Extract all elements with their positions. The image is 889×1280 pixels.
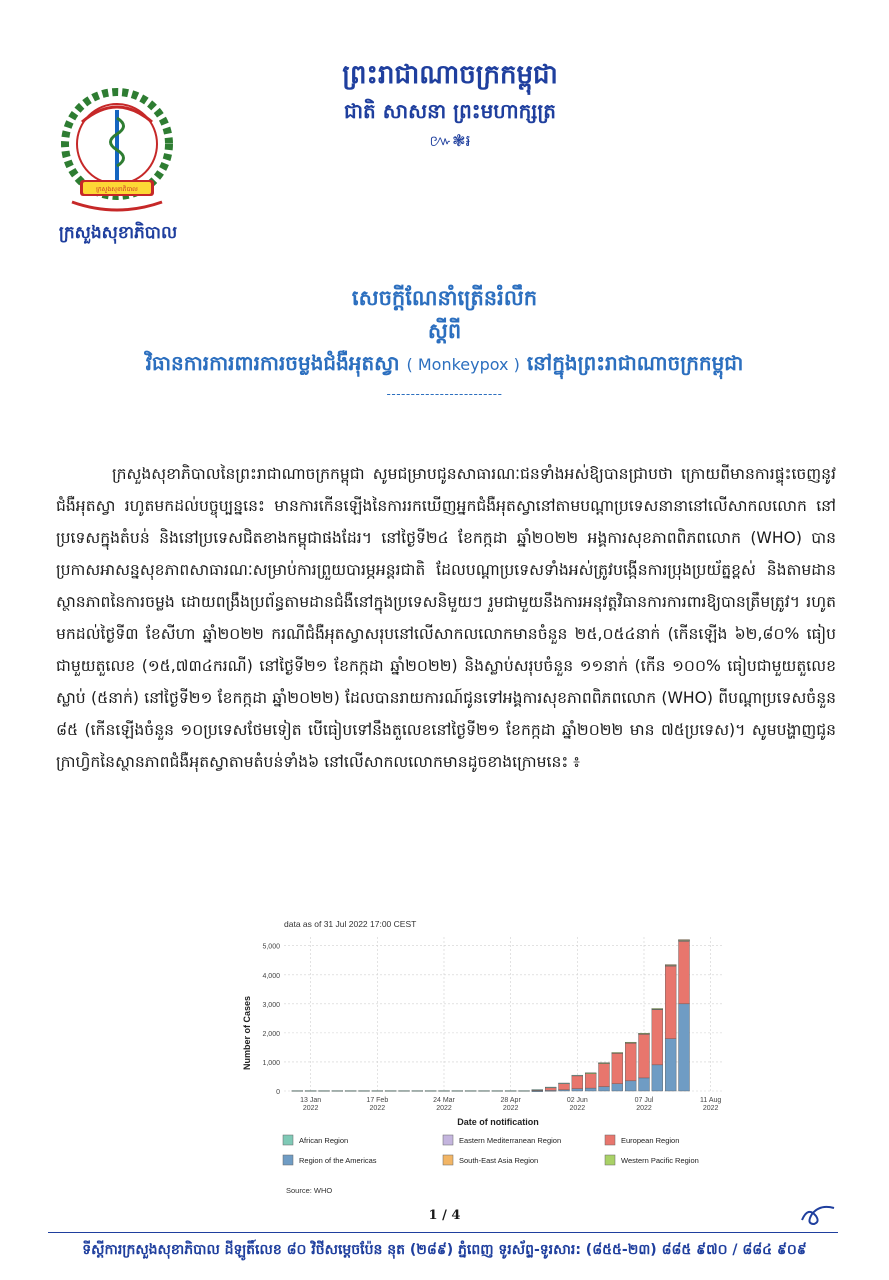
legend-label: Western Pacific Region [621,1156,699,1165]
bar-segment [292,1091,303,1092]
title-about: ស្តីពី [427,319,462,343]
legend-swatch [605,1155,615,1165]
y-axis-label: Number of Cases [242,995,252,1071]
national-motto: ជាតិ សាសនា ព្រះមហាក្សត្រ [344,99,556,123]
title-subject [0,350,889,380]
bar-segment [385,1091,396,1092]
y-tick-label: 0 [276,1089,280,1096]
bar-segment [332,1091,343,1092]
legend-label: European Region [621,1136,680,1145]
bar-segment [625,1043,636,1081]
bar-segment [479,1091,490,1092]
bar-segment [465,1091,476,1092]
legend-swatch [283,1155,293,1165]
bar-segment [532,1090,543,1091]
bar-segment [612,1053,623,1054]
bar-segment [612,1084,623,1091]
bar-segment [625,1081,636,1091]
bar-segment [452,1091,463,1092]
x-tick-label: 07 Jul [634,1097,654,1104]
legend-label: Region of the Americas [299,1156,377,1165]
y-tick-label: 4,000 [262,972,280,980]
x-tick-year: 2022 [569,1105,586,1112]
legend-swatch [443,1135,453,1145]
title-separator: ------------------------ [386,387,503,401]
bar-segment [319,1091,330,1092]
bar-segment [399,1091,410,1092]
bar-segment [679,1004,690,1091]
monkeypox-cases-chart [240,913,730,1198]
bar-segment [425,1091,436,1092]
bar-segment [639,1033,650,1034]
bar-segment [372,1091,383,1092]
bar-segment [679,940,690,941]
bar-segment [439,1091,450,1092]
bar-segment [612,1053,623,1084]
legend-label: South-East Asia Region [459,1156,539,1165]
legend-swatch [283,1135,293,1145]
bar-segment [585,1074,596,1089]
bar-segment [559,1083,570,1084]
document-title: សេចក្តីណែនាំត្រើនរំលឹក [351,286,538,310]
bar-segment [345,1091,356,1092]
x-tick-year: 2022 [369,1105,386,1112]
bar-segment [599,1063,610,1064]
x-tick-label: 17 Feb [366,1097,389,1104]
bar-segment [572,1089,583,1091]
x-axis-label: Date of notification [457,1117,539,1127]
x-tick-year: 2022 [702,1105,719,1112]
bar-segment [359,1091,370,1092]
title-subject-part2: នៅក្នុងព្រះរាជាណាចក្រកម្ពុជា [526,351,744,375]
page-number: 1 / 4 [428,1208,461,1223]
body-paragraph: ក្រសួងសុខាភិបាលនៃព្រះរាជាណាចក្រកម្ពុជា សូមជម្រាបជូនសាធារណៈជនទាំងអស់ឱ្យបានជ្រាបថា ក្រោយពីមានការផ្ទុះចេញនូវជំងឺអុតស្វា រហូតមកដល់បច្ចុប្បន្ននេះ មានការកើនឡើងនៃការរកឃើញអ្នកជំងឺអុតស្វានៅតាមបណ្តាប្រទេសនានានៅលើសាកលលោក នៅប្រទេសក្នុងតំបន់ និងនៅប្រទេសជិតខាងកម្ពុជាផងដែរ។ នៅថ្ងៃទី២៤ ខែកក្កដា ឆ្នាំ២០២២ អង្គការសុខភាពពិភពលោក (WHO) បានប្រកាសអាសន្នសុខភាពសាធារណៈសម្រាប់ការព្រួយបារម្ភអន្តរជាតិ ដែលបណ្តាប្រទេសទាំងអស់ត្រូវបង្កើនការប្រុងប្រយ័ត្នខ្ពស់ និងតាមដានស្ថានភាពនៃការចម្លង ដោយពង្រឹងប្រព័ន្ធតាមដានជំងឺនៅក្នុងប្រទេសនិមួយៗ រួមជាមួយនឹងការអនុវត្តវិធានការការពារឱ្យបានត្រឹមត្រូវ។ រហូតមកដល់ថ្ងៃទី៣ ខែសីហា ឆ្នាំ២០២២ ករណីជំងឺអុតស្វាសរុបនៅលើសាកលលោកមានចំនួន ២៥,០៥៤នាក់ (កើនឡើង ៦២,៨០% ធៀបជាមួយតួលេខ (១៥,៧៣៤ករណី) នៅថ្ងៃទី២១ ខែកក្កដា ឆ្នាំ២០២២) និងស្លាប់សរុបចំនួន ១១នាក់ (កើន ១០០% ធៀបជាមួយតួលេខស្លាប់ (៥នាក់) នៅថ្ងៃទី២១ ខែកក្កដា ឆ្នាំ២០២២) ដែលបានរាយការណ៍ជូនទៅអង្គការសុខភាពពិភពលោក (WHO) ពីបណ្តាប្រទេសចំនួន ៨៥ (កើនឡើងចំនួន ១០ប្រទេសថែមទៀត បើធៀបទៅនឹងតួលេខនៅថ្ងៃទី២១ ខែកក្កដា ឆ្នាំ២០២២ មាន ៧៥ប្រទេស)។ សូមបង្ហាញជូនក្រាហ្វិកនៃស្ថានភាពជំងឺអុតស្វាតាមតំបន់ទាំង៦ នៅលើសាកលលោកមានដូចខាងក្រោមនេះ ៖ [56,465,836,771]
bar-segment [505,1091,516,1092]
x-tick-year: 2022 [502,1105,519,1112]
bar-segment [639,1034,650,1078]
legend-swatch [443,1155,453,1165]
ministry-name: ក្រសួងសុខាភិបាល [58,223,178,243]
bar-segment [652,1010,663,1065]
x-tick-label: 24 Mar [433,1097,455,1104]
bar-segment [572,1076,583,1089]
bar-segment [599,1063,610,1086]
bar-segment [572,1075,583,1076]
bar-segment [665,1039,676,1091]
bar-segment [519,1091,530,1092]
footer-rule [48,1232,838,1233]
bar-segment [545,1087,556,1088]
bar-segment [492,1091,503,1092]
chart-source: Source: WHO [286,1186,333,1195]
y-tick-label: 3,000 [262,1001,280,1009]
logo-caption: ក្រសួងសុខាភិបាល [96,187,138,193]
y-tick-label: 5,000 [262,943,280,951]
chart-title: data as of 31 Jul 2022 17:00 CEST [284,919,417,929]
kingdom-heading: ព្រះរាជាណាចក្រកម្ពុជា [342,60,558,90]
bar-segment [652,1065,663,1091]
x-tick-year: 2022 [302,1105,319,1112]
bar-segment [679,941,690,1003]
bar-segment [559,1083,570,1089]
bar-segment [639,1078,650,1091]
bar-segment [585,1073,596,1074]
legend-swatch [605,1135,615,1145]
x-tick-year: 2022 [636,1105,652,1112]
x-tick-label: 02 Jun [566,1097,588,1104]
bar-segment [652,1008,663,1009]
bar-segment [599,1087,610,1091]
y-tick-label: 1,000 [262,1059,280,1067]
title-monkeypox: ( Monkeypox ) [406,355,520,374]
x-tick-label: 11 Aug [700,1097,722,1104]
bar-segment [305,1091,316,1092]
bar-segment [665,966,676,1039]
signature-initial-icon [798,1200,838,1230]
bar-segment [412,1091,423,1092]
ministry-logo [52,82,182,218]
ornament-divider: ៚❃៛ [429,131,471,150]
bar-segment [585,1088,596,1091]
x-tick-year: 2022 [436,1105,452,1112]
legend-label: Eastern Mediterranean Region [459,1136,562,1145]
footer-address: ទីស្តីការក្រសួងសុខាភិបាល ដីឡូតិ៍លេខ ៨០ វិថីសម្តេចប៉ែន នុត (២៨៩) ភ្នំពេញ ទូរស័ព្ទ-ទូរសារ: (៨៥៥-២៣) ៨៨៥ ៩៧០ / ៨៨៤ ៩០៩ [82,1242,807,1258]
x-tick-label: 13 Jan [300,1097,322,1104]
bar-segment [665,965,676,966]
y-tick-label: 2,000 [262,1030,280,1038]
x-tick-label: 28 Apr [500,1097,521,1104]
title-subject-part1: វិធានការការពារការចម្លងជំងឺអុតស្វា [145,351,400,375]
legend-label: African Region [299,1136,349,1145]
bar-segment [625,1042,636,1043]
